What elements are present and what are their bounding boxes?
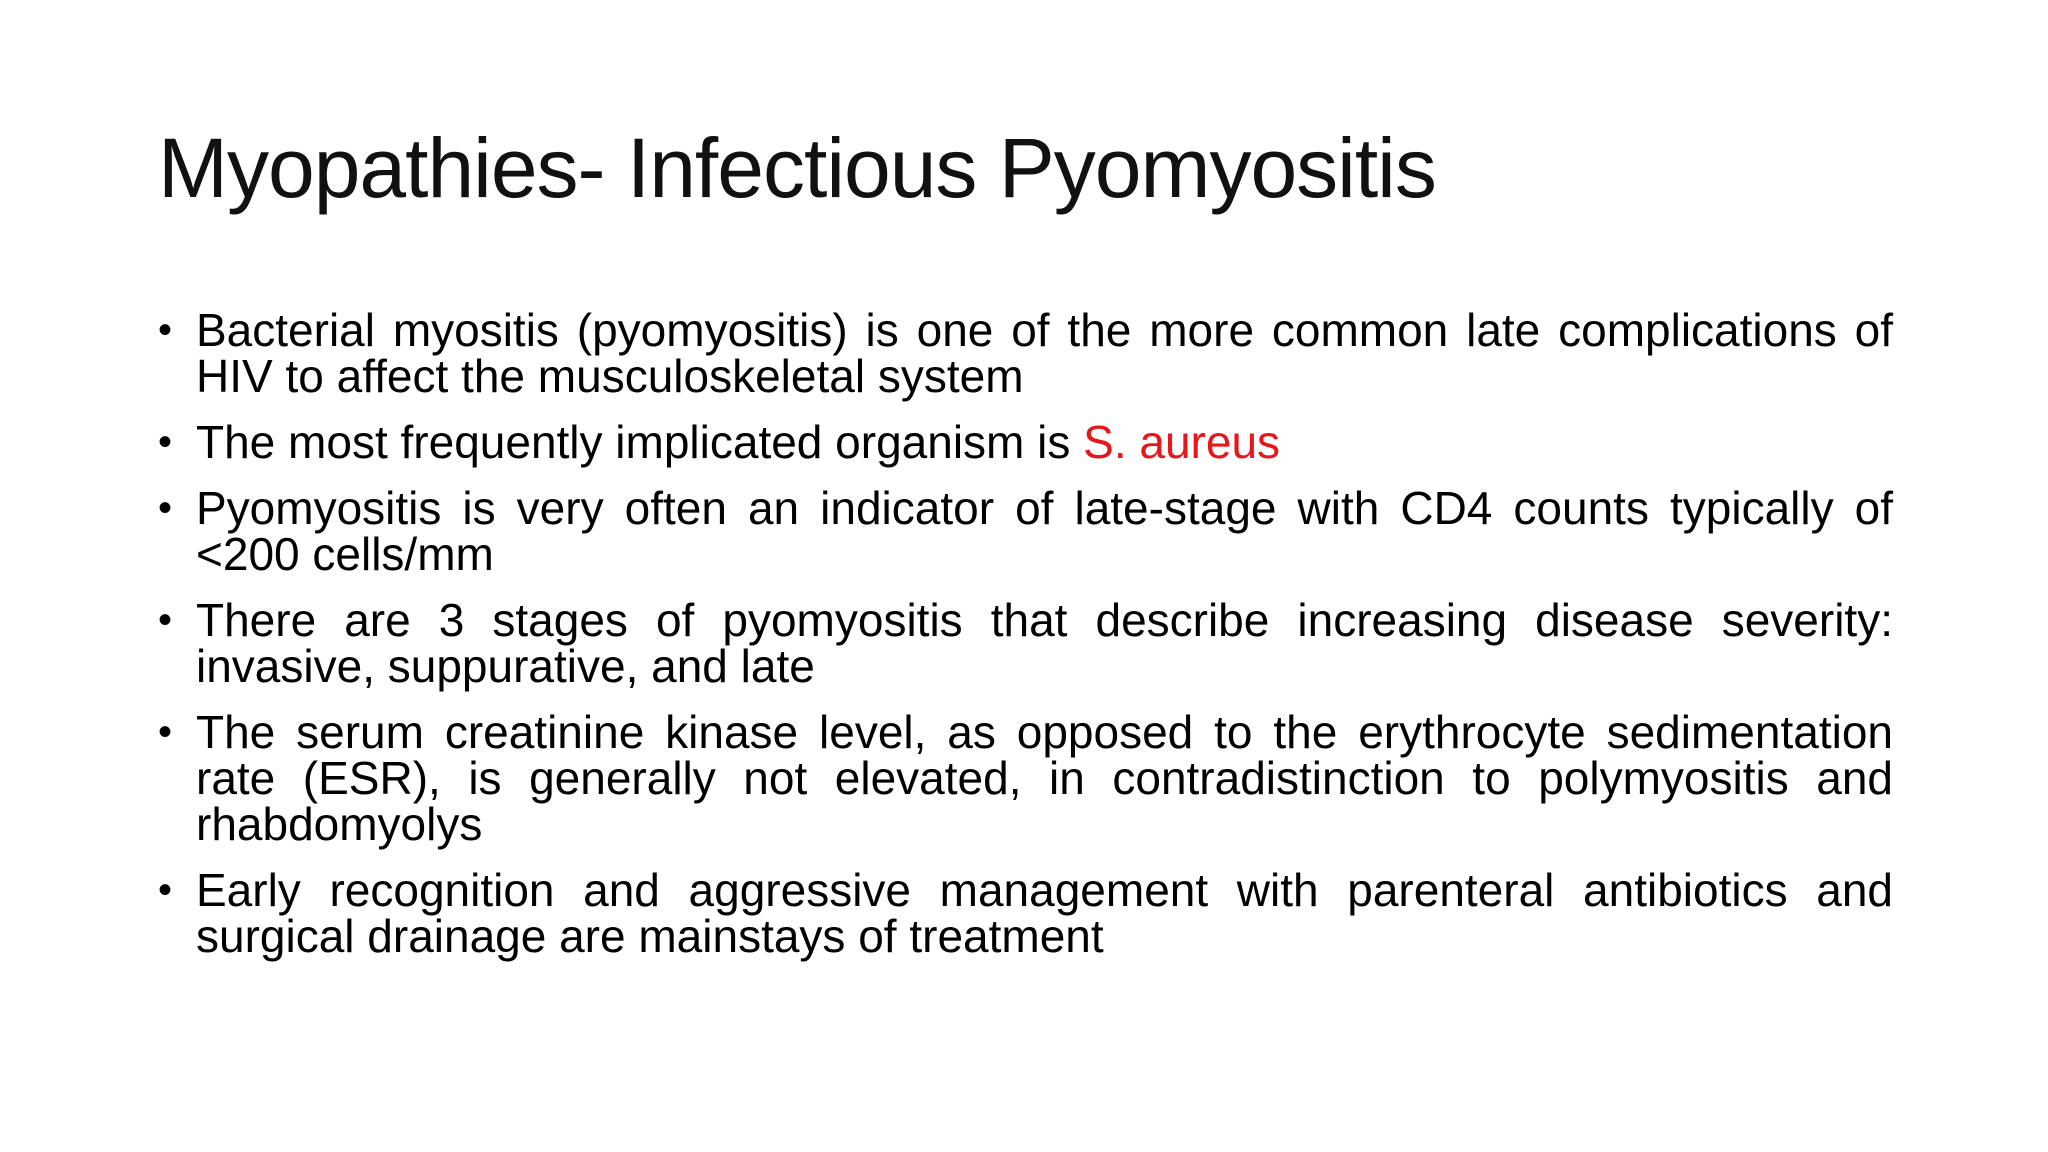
bullet-dot-icon: • bbox=[158, 308, 173, 352]
bullet-text: Bacterial myositis (pyomyositis) is one of the more common late complications of HIV to affect the musculoskeletal system bbox=[196, 304, 1893, 402]
bullet-item bbox=[158, 482, 1893, 580]
bullet-text: There are 3 stages of pyomyositis that describe increasing disease severity: invasive, suppurative, and late bbox=[196, 594, 1893, 692]
bullet-dot-icon: • bbox=[158, 420, 173, 464]
bullet-item bbox=[158, 864, 1893, 962]
bullet-item bbox=[158, 594, 1893, 692]
bullet-dot-icon: • bbox=[158, 710, 173, 754]
bullet-list bbox=[158, 304, 1893, 979]
bullet-dot-icon: • bbox=[158, 868, 173, 912]
bullet-item bbox=[158, 304, 1893, 402]
bullet-text: The most frequently implicated organism is bbox=[196, 416, 1084, 468]
bullet-text: The serum creatinine kinase level, as opposed to the erythrocyte sedimentation rate (ESR), is generally not elevated, in contradistinction to polymyositis and rhabdomyolys bbox=[196, 706, 1893, 850]
slide-title: Myopathies- Infectious Pyomyositis bbox=[158, 121, 1436, 215]
bullet-text: Pyomyositis is very often an indicator of late-stage with CD4 counts typically of <200 cells/mm bbox=[196, 482, 1893, 580]
bullet-dot-icon: • bbox=[158, 486, 173, 530]
bullet-item bbox=[158, 416, 1893, 468]
organism-highlight: S. aureus bbox=[1083, 416, 1281, 468]
bullet-text: Early recognition and aggressive management with parenteral antibiotics and surgical drainage are mainstays of treatment bbox=[196, 864, 1893, 962]
bullet-dot-icon: • bbox=[158, 598, 173, 642]
bullet-item bbox=[158, 706, 1893, 850]
